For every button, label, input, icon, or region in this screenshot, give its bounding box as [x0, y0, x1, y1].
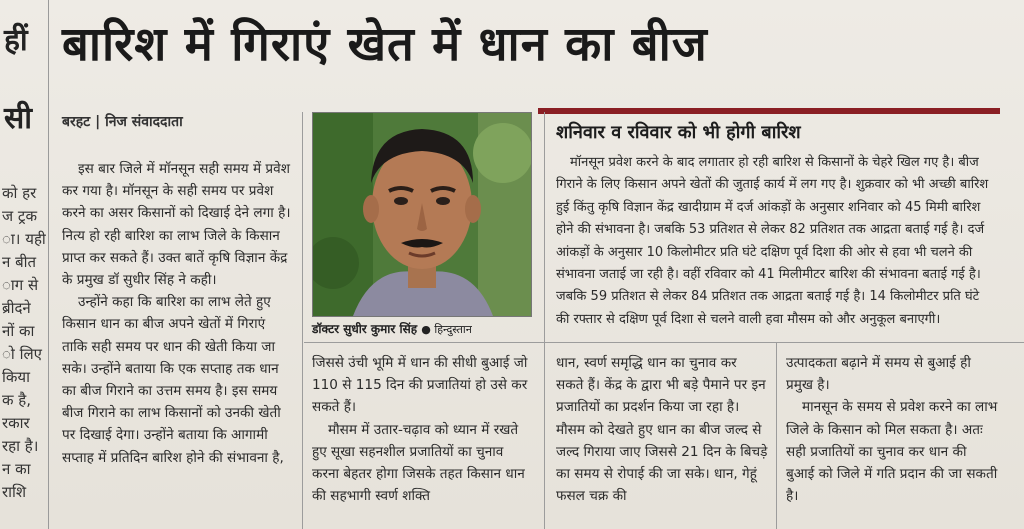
sidebar-paragraph: मॉनसून प्रवेश करने के बाद लगातार हो रही बारिश से किसानों के चेहरे खिल गए है। बीज गिराने के लिए किसान अपने खेतों की जुताई कार्य में लग गए है। शुक्रवार को भी अच्छी बारिश हुई किंतु कृषि विज्ञान केंद्र खादीग्राम में दर्ज आंकड़ों के अनुसार शनिवार को 45 मिमी बारिश होने की संभावना है। जबकि 53 प्रतिशत से लेकर 82 प्रतिशत तक आद्रता बताई गई है। दर्ज आंकड़ों के अनुसार 10 किलोमीटर प्रति घंटे दक्षिण पूर्व दिशा की ओर से हवा भी चलने की संभावना जताई जा रही है। वहीं रविवार को 41 मिलीमीटर बारिश की संभावना बताई गई है। जबकि 59 प्रतिशत से लेकर 84 प्रतिशत तक आद्रता बताई गई है। 14 किलोमीटर प्रति घंटे की रफ्तार से दक्षिण पूर्व दिशा से चलने वाली हवा मौसम को और अनुकूल बनाएगी। — [556, 155, 989, 327]
article-column-4 — [786, 352, 998, 507]
paragraph: मानसून के समय से प्रवेश करने का लाभ जिले के किसान को मिल सकता है। अतः सही प्रजातियों का चुनाव कर धान की बुआई को जिले में गति प्रदान की जा सकती है। — [786, 399, 998, 505]
article-column-3 — [556, 352, 768, 507]
sidebar-heading: शनिवार व रविवार को भी होगी बारिश — [556, 122, 801, 143]
edge-line: नों का — [2, 322, 35, 340]
article-column-1 — [62, 158, 294, 469]
edge-line: रकार — [2, 414, 30, 432]
paragraph: उत्पादकता बढ़ाने में समय से बुआई ही प्रमुख है। — [786, 355, 971, 394]
portrait-illustration — [313, 113, 531, 316]
edge-line: किया — [2, 368, 30, 386]
portrait-photo — [312, 112, 532, 317]
column-divider — [544, 112, 545, 529]
edge-line: न का — [2, 460, 31, 478]
sidebar-body — [556, 152, 996, 331]
paragraph: मौसम में उतार-चढ़ाव को ध्यान में रखते हुए सूखा सहनशील प्रजातियों का चुनाव करना बेहतर होगा जिसके तहत किसान धान की सहभागी स्वर्ण शक्ति — [312, 421, 525, 505]
adjacent-column-fragment — [0, 0, 49, 529]
edge-word-2: सी — [4, 101, 33, 136]
edge-line: ो लिए — [2, 345, 42, 363]
column-divider — [302, 112, 303, 529]
edge-line: क है, — [2, 391, 32, 409]
edge-line: ाग से — [2, 276, 39, 294]
caption-name: डॉक्टर सुधीर कुमार सिंह — [312, 322, 418, 336]
edge-line: को हर — [2, 184, 37, 202]
edge-line: ा। यही — [2, 230, 46, 248]
headline: बारिश में गिराएं खेत में धान का बीज — [62, 17, 708, 72]
byline: बरहट | निज संवाददाता — [62, 114, 183, 130]
caption-source: ● हिन्दुस्तान — [421, 323, 472, 336]
edge-line: रहा है। — [2, 437, 39, 455]
paragraph: इस बार जिले में मॉनसून सही समय में प्रवेश कर गया है। मॉनसून के सही समय पर प्रवेश करने का असर किसानों को दिखाई देने लगा है। नित्य हो रही बारिश का लाभ जिले के किसान प्राप्त कर सकते हैं। उक्त बातें कृषि विज्ञान केंद्र के प्रमुख डॉ सुधीर सिंह ने कही। — [62, 161, 291, 289]
paragraph: धान, स्वर्ण समृद्धि धान का चुनाव कर सकते हैं। केंद्र के द्वारा भी बड़े पैमाने पर इन प्रजातियों का प्रदर्शन किया जा रहा है। मौसम को देखते हुए धान का बीज जल्द से जल्द गिराया जाए जिससे 21 दिन के बिचड़े का समय से रोपाई की जा सके। धान, गेहूं फसल चक्र की — [556, 355, 768, 505]
section-divider — [304, 342, 1024, 343]
edge-word-1: हीं — [4, 23, 28, 58]
article-column-2 — [312, 352, 534, 507]
column-divider — [776, 342, 777, 529]
paragraph: जिससे उंची भूमि में धान की सीधी बुआई जो 110 से 115 दिन की प्रजातियां हो उसे कर सकते हैं। — [312, 355, 528, 416]
paragraph: उन्होंने कहा कि बारिश का लाभ लेते हुए किसान धान का बीज अपने खेतों में गिराएं ताकि सही समय पर धान की खेती किया जा सके। उन्होंने बताया कि एक सप्ताह तक धान का बीज गिराने का उत्तम समय है। इस समय बीज गिराने का लाभ किसानों को उनकी खेती पर दिखाई देगा। उन्होंने बताया कि आगामी सप्ताह में प्रतिदिन बारिश होने की संभावना है, — [62, 294, 284, 466]
edge-line: ब्रीदने — [2, 299, 31, 317]
photo-caption — [312, 320, 532, 337]
edge-line: ज ट्रक — [2, 207, 37, 225]
edge-line: न बीत — [2, 253, 37, 271]
accent-bar — [538, 108, 1000, 114]
edge-line: राशि — [2, 483, 27, 501]
